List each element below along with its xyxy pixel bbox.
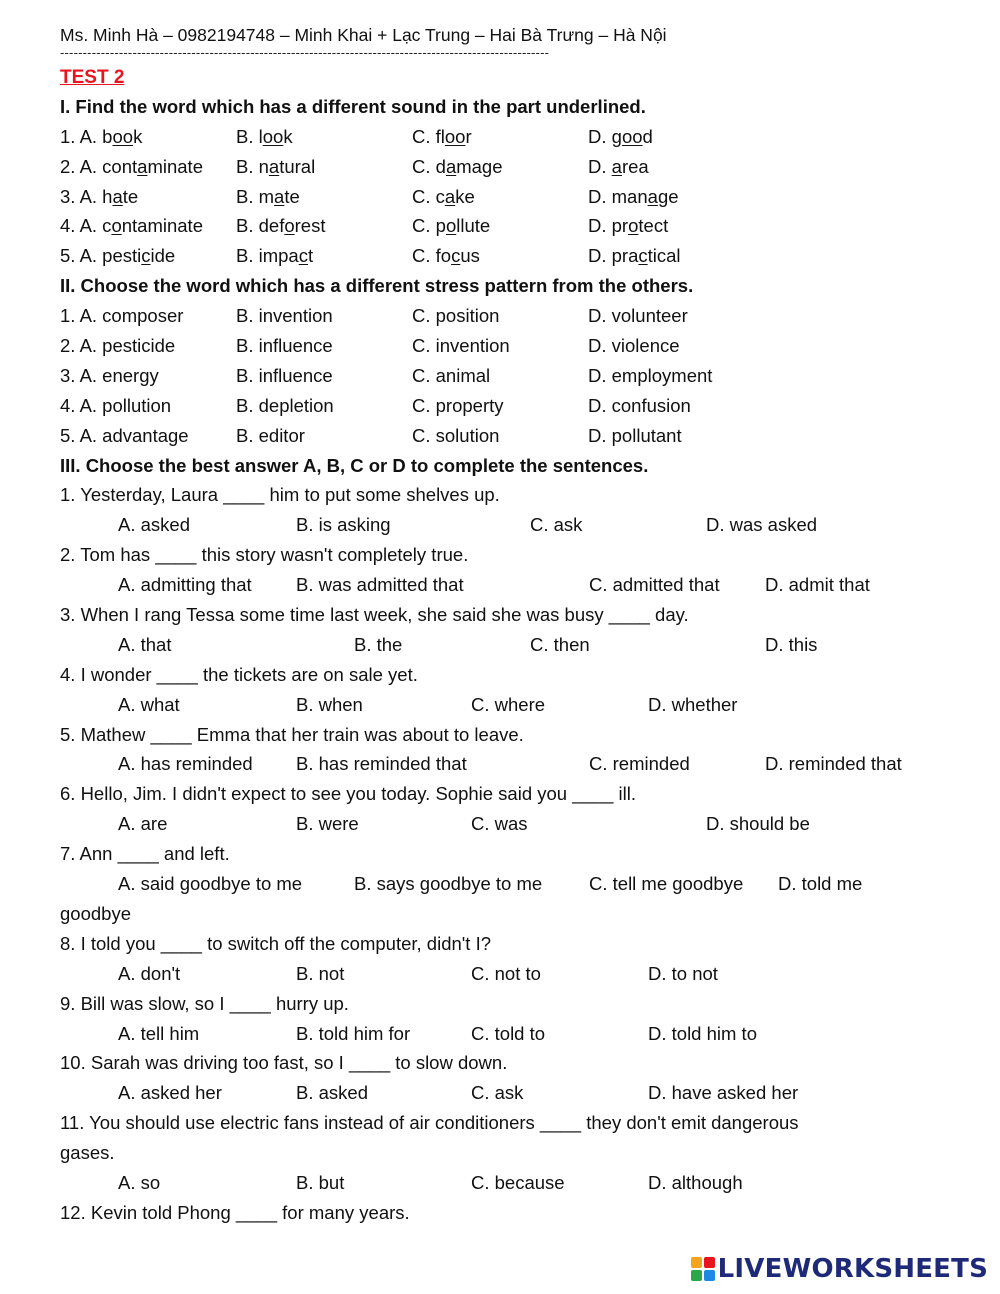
option-a[interactable]	[60, 391, 171, 421]
answer-option-d[interactable]: D. reminded that	[765, 753, 902, 775]
answer-option-a[interactable]: A. so	[118, 1171, 161, 1193]
answer-options-row	[60, 959, 960, 989]
option-a[interactable]	[60, 122, 142, 152]
option-text: D. man	[588, 185, 648, 207]
option-d[interactable]	[588, 421, 682, 451]
answer-option-c[interactable]: C. admitted that	[589, 574, 720, 596]
answer-options-row	[60, 570, 960, 600]
option-text: r	[465, 125, 472, 147]
page-header: Ms. Minh Hà – 0982194748 – Minh Khai + Lạc Trung – Hai Bà Trưng – Hà Nội	[60, 25, 667, 45]
underlined-part: o	[111, 215, 122, 237]
answer-options-row	[60, 1078, 960, 1108]
question-text: 12. Kevin told Phong ____ for many years.	[60, 1201, 410, 1223]
option-c[interactable]	[412, 241, 480, 271]
sound-question-row	[60, 241, 960, 271]
answer-options-row	[60, 749, 960, 779]
option-text: D. g	[588, 125, 622, 147]
option-b[interactable]	[236, 421, 305, 451]
answer-option-c[interactable]: C. ask	[530, 514, 583, 536]
answer-option-b[interactable]: B. the	[354, 633, 403, 655]
answer-option-c[interactable]: C. then	[530, 633, 590, 655]
answer-option-b[interactable]: B. were	[296, 813, 359, 835]
option-text: ntaminate	[121, 215, 203, 237]
underlined-part: oo	[112, 125, 134, 147]
answer-option-a[interactable]: A. what	[118, 693, 180, 715]
option-a[interactable]	[60, 241, 175, 271]
option-c[interactable]	[412, 122, 472, 152]
underlined-part: oo	[262, 125, 284, 147]
option-text: mage	[456, 155, 503, 177]
test-title: TEST 2	[60, 67, 125, 88]
option-b[interactable]	[236, 241, 313, 271]
option-text: ide	[150, 245, 176, 267]
answer-option-b[interactable]: B. is asking	[296, 514, 391, 536]
option-text: B. influence	[236, 364, 333, 386]
option-a[interactable]	[60, 152, 203, 182]
stress-question-row	[60, 421, 960, 451]
option-text: ke	[455, 185, 475, 207]
option-a[interactable]	[60, 421, 189, 451]
option-text: B. m	[236, 185, 275, 207]
question-number: 5.	[60, 424, 76, 446]
option-b[interactable]	[236, 152, 315, 182]
answer-option-b[interactable]: B. but	[296, 1171, 345, 1193]
stress-question-row	[60, 391, 960, 421]
liveworksheets-logo	[691, 1252, 988, 1286]
answer-option-a[interactable]: A. has reminded	[118, 753, 253, 775]
option-b[interactable]	[236, 331, 333, 361]
answer-option-d[interactable]: D. this	[765, 633, 818, 655]
answer-option-c[interactable]: C. ask	[471, 1082, 524, 1104]
answer-option-b[interactable]: B. says goodbye to me	[354, 873, 543, 895]
question-number: 2.	[60, 335, 76, 357]
section3-heading: III. Choose the best answer A, B, C or D to complete the sentences.	[60, 454, 649, 476]
option-text: us	[460, 245, 480, 267]
worksheet-page	[60, 22, 960, 1228]
answer-options-row	[60, 1168, 960, 1198]
option-b[interactable]	[236, 182, 300, 212]
option-text: C. invention	[412, 335, 510, 357]
answer-options-row	[60, 630, 960, 660]
question-text: 3. When I rang Tessa some time last week, she said she was busy ____ day.	[60, 604, 689, 626]
answer-option-c[interactable]: C. where	[471, 693, 546, 715]
answer-options-row	[60, 690, 960, 720]
underlined-part: o	[628, 215, 639, 237]
option-c[interactable]	[412, 301, 499, 331]
option-a[interactable]	[60, 331, 175, 361]
header-separator: ------------------------------------------------------------------------------------------------------------	[60, 48, 550, 60]
answer-option-b[interactable]: B. asked	[296, 1082, 368, 1104]
question-number: 3.	[60, 364, 76, 386]
answer-option-c[interactable]: C. was	[471, 813, 528, 835]
answer-option-b[interactable]: B. has reminded that	[296, 753, 467, 775]
answer-options-row	[60, 510, 960, 540]
answer-option-d[interactable]: D. should be	[706, 813, 810, 835]
option-text: C. animal	[412, 364, 491, 386]
option-a[interactable]	[60, 182, 138, 212]
stress-question-row	[60, 361, 960, 391]
option-text: A. advantage	[79, 424, 189, 446]
section3-questions	[60, 480, 960, 1227]
option-text: C. fo	[412, 245, 452, 267]
option-d[interactable]	[588, 152, 649, 182]
answer-options-row	[60, 869, 960, 899]
option-d[interactable]	[588, 211, 668, 241]
answer-option-b[interactable]: B. when	[296, 693, 363, 715]
stress-question-row	[60, 301, 960, 331]
option-text: llute	[456, 215, 491, 237]
answer-option-a[interactable]: A. tell him	[118, 1022, 200, 1044]
answer-option-d[interactable]: D. admit that	[765, 574, 870, 596]
option-text: A. pesti	[79, 245, 142, 267]
underlined-part: a	[445, 155, 457, 177]
option-a[interactable]	[60, 211, 203, 241]
option-d[interactable]	[588, 361, 712, 391]
option-text: B. impa	[236, 245, 299, 267]
option-text: B. editor	[236, 424, 305, 446]
option-text: D. employment	[588, 364, 713, 386]
underlined-part: a	[137, 155, 148, 177]
underlined-part: o	[284, 215, 295, 237]
option-c[interactable]	[412, 152, 503, 182]
stress-question-row	[60, 331, 960, 361]
option-text: D. pra	[588, 245, 639, 267]
answer-option-a[interactable]: A. are	[118, 813, 168, 835]
answer-option-d[interactable]: D. was asked	[706, 514, 818, 536]
option-text: te	[284, 185, 300, 207]
option-text: A. h	[79, 185, 113, 207]
section2-heading: II. Choose the word which has a different stress pattern from the others.	[60, 275, 694, 297]
question-number: 5.	[60, 245, 76, 267]
answer-option-a[interactable]: A. asked	[118, 514, 190, 536]
question-number: 2.	[60, 155, 76, 177]
answer-options-row	[60, 809, 960, 839]
option-c[interactable]	[412, 182, 475, 212]
option-text: A. c	[79, 215, 112, 237]
option-d[interactable]	[588, 301, 688, 331]
option-text: C. solution	[412, 424, 500, 446]
option-text: A. cont	[79, 155, 138, 177]
question-text: 10. Sarah was driving too fast, so I ____ to slow down.	[60, 1052, 508, 1074]
option-text: B. n	[236, 155, 269, 177]
option-text: D. confusion	[588, 394, 691, 416]
option-text: ge	[657, 185, 679, 207]
option-text: te	[122, 185, 139, 207]
underlined-part: o	[445, 215, 457, 237]
answer-option-d[interactable]: D. although	[648, 1171, 743, 1193]
option-text: tical	[647, 245, 681, 267]
underlined-part: c	[638, 245, 648, 267]
sound-question-row	[60, 152, 960, 182]
question-number: 1.	[60, 305, 76, 327]
option-d[interactable]	[588, 391, 691, 421]
question-text: 2. Tom has ____ this story wasn't completely true.	[60, 544, 469, 566]
answer-option-b[interactable]: B. was admitted that	[296, 574, 464, 596]
option-text: D. pr	[588, 215, 629, 237]
option-d[interactable]	[588, 182, 679, 212]
section1-questions	[60, 122, 960, 271]
option-a[interactable]	[60, 301, 183, 331]
answer-option-d[interactable]: D. told me	[778, 873, 863, 895]
option-text: B. influence	[236, 335, 333, 357]
option-text: C. property	[412, 394, 504, 416]
question-text: 5. Mathew ____ Emma that her train was about to leave.	[60, 723, 524, 745]
option-text: A. pesticide	[79, 335, 176, 357]
option-text: A. b	[79, 125, 113, 147]
answer-option-d[interactable]: D. whether	[648, 693, 738, 715]
underlined-part: oo	[444, 125, 466, 147]
option-c[interactable]	[412, 331, 510, 361]
option-d[interactable]	[588, 122, 653, 152]
option-text: rea	[621, 155, 649, 177]
option-text: A. pollution	[79, 394, 172, 416]
underlined-part: oo	[621, 125, 643, 147]
logo-icon	[691, 1257, 715, 1281]
answer-option-a[interactable]: A. said goodbye to me	[118, 873, 303, 895]
sound-question-row	[60, 122, 960, 152]
option-text: t	[307, 245, 314, 267]
option-text: D. volunteer	[588, 305, 688, 327]
answer-option-c[interactable]: C. told to	[471, 1022, 546, 1044]
question-number: 3.	[60, 185, 76, 207]
question-text-continued: gases.	[60, 1142, 115, 1164]
option-text: B. depletion	[236, 394, 334, 416]
question-text: 9. Bill was slow, so I ____ hurry up.	[60, 992, 349, 1014]
underlined-part: a	[444, 185, 456, 207]
answer-option-c[interactable]: C. reminded	[589, 753, 690, 775]
option-text: tect	[638, 215, 669, 237]
sound-question-row	[60, 182, 960, 212]
option-text: k	[133, 125, 143, 147]
option-text: A. composer	[79, 305, 184, 327]
option-b[interactable]	[236, 391, 334, 421]
question-text: 6. Hello, Jim. I didn't expect to see you today. Sophie said you ____ ill.	[60, 783, 636, 805]
option-text: D.	[588, 155, 612, 177]
question-number: 4.	[60, 394, 76, 416]
option-b[interactable]	[236, 122, 293, 152]
answer-option-c[interactable]: C. not to	[471, 962, 541, 984]
answer-option-b[interactable]: B. not	[296, 962, 345, 984]
option-text: D. pollutant	[588, 424, 682, 446]
question-text: 7. Ann ____ and left.	[60, 843, 230, 865]
answer-option-b[interactable]: B. told him for	[296, 1022, 411, 1044]
option-text: D. violence	[588, 335, 680, 357]
option-text: A. energy	[79, 364, 159, 386]
answer-option-overflow: goodbye	[60, 902, 131, 924]
logo-text: LIVEWORKSHEETS	[717, 1254, 988, 1284]
option-text: C. p	[412, 215, 446, 237]
option-d[interactable]	[588, 241, 681, 271]
option-b[interactable]	[236, 301, 333, 331]
option-c[interactable]	[412, 421, 499, 451]
option-text: B. invention	[236, 305, 333, 327]
underlined-part: a	[647, 185, 658, 207]
option-text: tural	[279, 155, 316, 177]
answer-options-row	[60, 1019, 960, 1049]
question-number: 4.	[60, 215, 76, 237]
option-c[interactable]	[412, 361, 490, 391]
question-text: 1. Yesterday, Laura ____ him to put some shelves up.	[60, 484, 500, 506]
option-b[interactable]	[236, 361, 333, 391]
section1-heading: I. Find the word which has a different sound in the part underlined.	[60, 95, 646, 117]
option-text: minate	[147, 155, 203, 177]
section2-questions	[60, 301, 960, 450]
answer-option-a[interactable]: A. that	[118, 633, 172, 655]
underlined-part: c	[298, 245, 308, 267]
option-c[interactable]	[412, 211, 490, 241]
option-text: d	[642, 125, 653, 147]
question-text: 4. I wonder ____ the tickets are on sale yet.	[60, 663, 418, 685]
answer-option-d[interactable]: D. have asked her	[648, 1082, 799, 1104]
underlined-part: a	[274, 185, 285, 207]
option-text: C. position	[412, 305, 500, 327]
option-text: C. c	[412, 185, 445, 207]
option-b[interactable]	[236, 211, 325, 241]
option-d[interactable]	[588, 331, 680, 361]
answer-option-a[interactable]: A. admitting that	[118, 574, 252, 596]
option-a[interactable]	[60, 361, 159, 391]
answer-option-d[interactable]: D. to not	[648, 962, 718, 984]
answer-option-a[interactable]: A. asked her	[118, 1082, 222, 1104]
answer-option-c[interactable]: C. tell me goodbye	[589, 873, 744, 895]
question-number: 1.	[60, 125, 76, 147]
answer-option-a[interactable]: A. don't	[118, 962, 181, 984]
option-c[interactable]	[412, 391, 504, 421]
option-text: C. d	[412, 155, 446, 177]
sound-question-row	[60, 211, 960, 241]
answer-option-c[interactable]: C. because	[471, 1171, 565, 1193]
question-text: 8. I told you ____ to switch off the computer, didn't I?	[60, 932, 492, 954]
option-text: B. l	[236, 125, 263, 147]
option-text: C. fl	[412, 125, 445, 147]
option-text: B. def	[236, 215, 285, 237]
question-text: 11. You should use electric fans instead of air conditioners ____ they don't emit dangerous	[60, 1112, 799, 1134]
option-text: rest	[294, 215, 326, 237]
answer-option-d[interactable]: D. told him to	[648, 1022, 757, 1044]
underlined-part: a	[611, 155, 622, 177]
underlined-part: a	[112, 185, 123, 207]
underlined-part: c	[141, 245, 151, 267]
underlined-part: a	[268, 155, 280, 177]
underlined-part: c	[451, 245, 461, 267]
option-text: k	[283, 125, 293, 147]
